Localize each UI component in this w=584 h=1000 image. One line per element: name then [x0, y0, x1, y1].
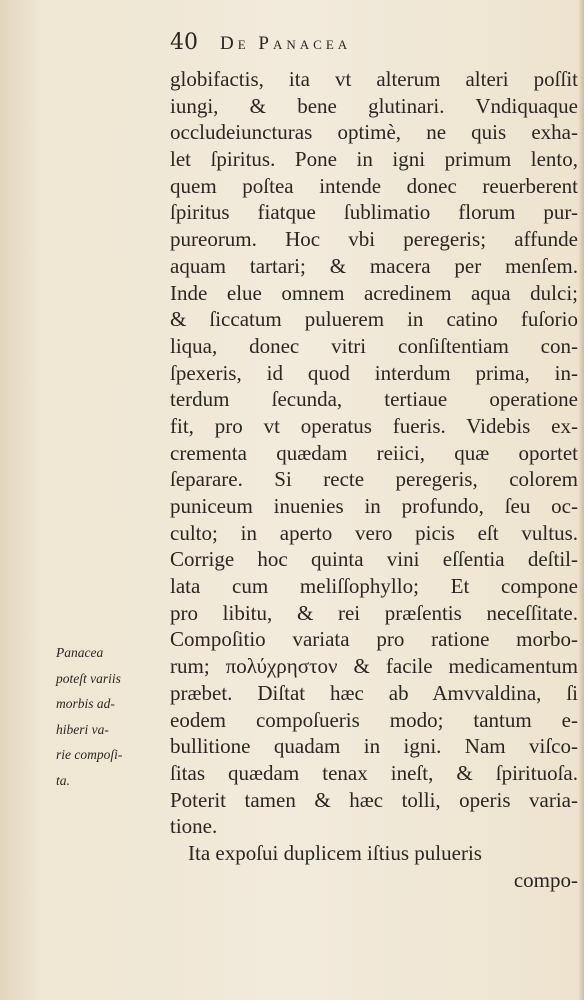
text-line: lata cum meliſſophyllo; Et compone — [170, 574, 578, 599]
page-gutter-shadow — [578, 0, 584, 1000]
text-line: aquam tartari; & macera per menſem. — [170, 253, 578, 278]
text-line: ſeparare. Si recte peregeris, colorem — [170, 467, 578, 492]
text-line: crementa quædam reiici, quæ oportet — [170, 440, 578, 465]
text-line: eodem compoſueris modo; tantum e- — [170, 707, 578, 732]
margin-note-line: poteſt variis — [56, 670, 121, 686]
text-line: pro libitu, & rei præſentis neceſſitate. — [170, 600, 578, 625]
text-line: Poterit tamen & hæc tolli, operis varia- — [170, 787, 578, 812]
page-number: 40 — [170, 30, 198, 55]
text-line: let ſpiritus. Pone in igni primum lento, — [170, 147, 578, 172]
text-line: culto; in aperto vero picis eſt vultus. — [170, 520, 578, 545]
margin-note-line: ta. — [56, 772, 70, 788]
text-line: præbet. Diſtat hæc ab Amvvaldina, ſi — [170, 680, 578, 705]
text-line: globifactis, ita vt alterum alteri poſſit — [170, 67, 578, 91]
text-line: occludeiuncturas optimè, ne quis exha- — [170, 120, 578, 145]
text-line: bullitione quadam in igni. Nam viſco- — [170, 734, 578, 759]
marginal-note — [56, 640, 156, 793]
text-line: Corrige hoc quinta vini eſſentia deſtil- — [170, 547, 578, 572]
text-line: Inde elue omnem acredinem aqua dulci; — [170, 280, 578, 305]
text-line: compo- — [513, 867, 578, 892]
margin-note-line: hiberi va- — [56, 721, 109, 737]
text-line: ſpiritus fiatque ſublimatio florum pur- — [170, 200, 578, 225]
margin-note-line: Panacea — [56, 645, 104, 660]
text-line: ſitas quædam tenax ineſt, & ſpirituoſa. — [170, 760, 578, 785]
text-line: Ita expoſui duplicem iſtius pulueris — [188, 840, 482, 865]
running-title: De Panacea — [220, 33, 352, 54]
text-line: liqua, donec vitri conſiſtentiam con- — [170, 333, 578, 358]
page-header — [170, 30, 570, 60]
text-line: tione. — [170, 814, 218, 839]
body-text — [170, 66, 578, 893]
text-line: rum; πολύχρηστον & facile medicamentum — [170, 654, 578, 679]
text-line: terdum ſecunda, tertiaue operatione — [170, 387, 578, 412]
margin-note-line: morbis ad- — [56, 696, 115, 711]
text-line: ſpexeris, id quod interdum prima, in- — [170, 360, 578, 385]
text-line: Compoſitio variata pro ratione morbo- — [170, 627, 578, 652]
text-line: puniceum inuenies in profundo, ſeu oc- — [170, 494, 578, 518]
text-line: & ſiccatum puluerem in catino fuſorio — [170, 307, 578, 332]
text-line: iungi, & bene glutinari. Vndiquaque — [170, 93, 578, 118]
text-line: fit, pro vt operatus fueris. Videbis ex- — [170, 413, 578, 438]
text-line: quem poſtea intende donec reuerberent — [170, 173, 578, 198]
text-line: pureorum. Hoc vbi peregeris; affunde — [170, 227, 578, 252]
margin-note-line: rie compoſi- — [56, 747, 123, 762]
